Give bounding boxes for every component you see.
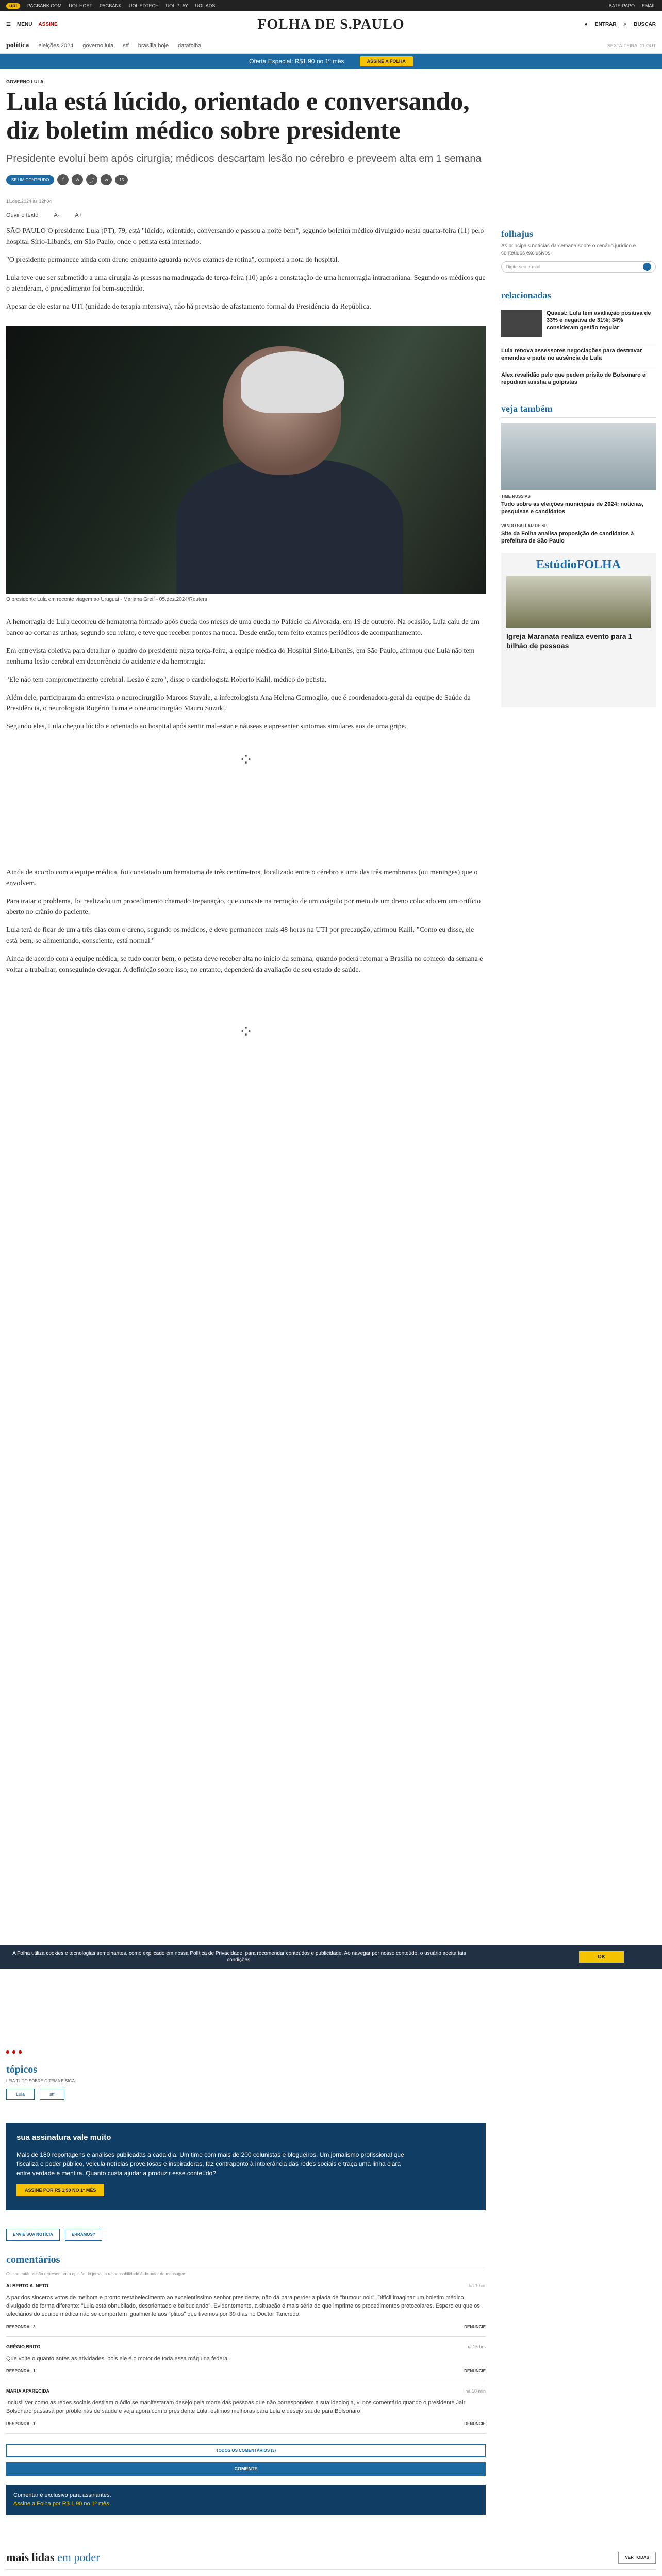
mais-lidas-title: mais lidas (6, 2551, 55, 2564)
article-paragraph: Para tratar o problema, foi realizado um procedimento chamado trepanação, que consiste na remoção de um coágulo por meio de um dreno colocado em um orifício aberto no crânio do paciente. (6, 897, 481, 916)
article-paragraph: Lula teve que ser submetido a uma cirurgia às pressas na madrugada de terça-feira (10) após a constatação de uma hemorragia intracraniana. Segundo os médicos que o atenderam, o procedimento foi bem-sucedido. (6, 274, 486, 293)
veja-title: veja também (501, 403, 656, 418)
menu-icon[interactable]: ☰ (6, 22, 11, 27)
uol-link[interactable]: UOL ADS (195, 3, 216, 8)
cookie-ok-button[interactable]: OK (579, 1951, 624, 1963)
exclusive-subscribe-link[interactable]: Assine a Folha por R$ 1,90 no 1º mês (13, 2501, 109, 2507)
topicos-label: LEIA TUDO SOBRE O TEMA E SIGA: (6, 2079, 76, 2083)
article-paragraph: Apesar de ele estar na UTI (unidade de terapia intensiva), não há previsão de afastamento formal da Presidência da República. (6, 303, 371, 311)
facebook-icon[interactable]: f (57, 174, 69, 185)
loading-spinner-icon: ⁘ (238, 1022, 254, 1042)
article-body-3 (6, 867, 486, 975)
article-paragraph: Além dele, participaram da entrevista o neurocirurgião Marcos Stavale, a infectologista Ana Helena Germoglio, que é coordenadora-geral da equipe de Saúde da Presidência, o neurologista Rogério Tuma e o neurocirurgião Mauro Suzuki. (6, 694, 471, 713)
gift-article-button[interactable]: SE UM CONTEÚDO (6, 175, 54, 185)
envie-noticia-button[interactable]: ENVIE SUA NOTÍCIA (6, 2229, 60, 2241)
comment-time: há 1 hor (468, 2283, 486, 2289)
uol-top-bar (0, 0, 662, 11)
offer-bar (0, 54, 662, 69)
uol-link[interactable]: UOL PLAY (166, 3, 188, 8)
font-increase-button[interactable]: A+ (75, 212, 82, 218)
assine-a-folha-button[interactable]: ASSINE A FOLHA (360, 56, 413, 66)
font-decrease-button[interactable]: A- (54, 212, 60, 218)
report-button[interactable]: DENUNCIE (464, 2325, 486, 2329)
related-headline[interactable]: Quaest: Lula tem avaliação positiva de 33% e negativa de 31%; 34% consideram gestão regular (547, 310, 651, 331)
all-comments-button[interactable]: TODOS OS COMENTÁRIOS (3) (6, 2444, 486, 2457)
comment-item: GRÉGIO BRITO há 15 hrs Que volte o quanto antes as atividades, pois ele é o motor de toda essa máquina federal. RESPONDA · 1 DENUNCIE (6, 2337, 486, 2381)
article-paragraph: SÃO PAULO O presidente Lula (PT), 79, está "lúcido, orientado, conversando e passou a noite bem", segundo boletim médico divulgado nesta quarta-feira (11) pelo hospital Sírio-Libanês, em São Paulo, onde o petista está internado. (6, 227, 484, 246)
section-nav-item[interactable]: stf (123, 42, 129, 49)
photo-caption: O presidente Lula em recente viagem ao Uruguai - Mariana Greif - 05.dez.2024/Reuters (6, 597, 207, 602)
section-nav (0, 38, 662, 54)
veja-image[interactable] (501, 423, 656, 490)
cookie-banner (0, 1945, 662, 1969)
uol-link[interactable]: UOL EDTECH (128, 3, 159, 8)
article-main (6, 69, 486, 1060)
article-photo (6, 326, 486, 594)
cookie-text: A Folha utiliza cookies e tecnologias semelhantes, como explicado em nossa Política de Privacidade, para recomendar conteúdos e publicidade. Ao navegar por nosso conteúdo, o usuário aceita tais condições. (12, 1951, 466, 1963)
topic-tag[interactable]: stf (40, 2089, 64, 2100)
veja-headline[interactable]: Tudo sobre as eleições municipais de 2024: notícias, pesquisas e candidatos (501, 501, 644, 515)
header-date: SEXTA-FEIRA, 11 OUT (607, 43, 656, 48)
menu-button[interactable]: MENU (16, 22, 32, 27)
loading-spinner-icon: ⁘ (238, 750, 254, 770)
site-header (0, 11, 662, 38)
comment-author[interactable]: ALBERTO A. NETO (6, 2283, 48, 2289)
exclusive-text: Comentar é exclusivo para assinantes. (13, 2492, 111, 2498)
newsletter-placeholder: Digite seu e-mail (506, 264, 541, 269)
article-title: Lula está lúcido, orientado e conversando, diz boletim médico sobre presidente (6, 87, 470, 144)
section-nav-item[interactable]: datafolha (178, 42, 202, 49)
veja-kicker: VANDO SALLAR DE SP (501, 523, 548, 528)
reply-button[interactable]: RESPONDA (6, 2369, 30, 2374)
comments-title: comentários (6, 2254, 486, 2269)
entrar-button[interactable]: ENTRAR (594, 22, 617, 27)
section-title[interactable]: política (6, 41, 29, 49)
related-thumbnail (501, 310, 542, 337)
submit-arrow-icon[interactable] (643, 263, 651, 271)
uol-link[interactable]: UOL HOST (69, 3, 93, 8)
share-icon[interactable]: ⤴ (86, 174, 97, 185)
promo-text: Mais de 180 reportagens e análises publicadas a cada dia. Um time com mais de 200 colunistas e blogueiros. Um jornalismo profissional que fiscaliza o poder público, veicula notícias proveitosas e inspiradoras, faz contraponto à intolerância das redes sociais e traça uma linha clara entre verdade e mentira. Quanto custa ajudar a produzir esse conteúdo? (16, 2151, 404, 2177)
like-count[interactable]: 1 (33, 2369, 36, 2374)
article-paragraph: Segundo eles, Lula chegou lúcido e orientado ao hospital após sentir mal-estar e náuseas e apresentar sintomas similares aos de uma gripe. (6, 723, 407, 731)
reply-button[interactable]: RESPONDA (6, 2325, 30, 2329)
sidebar (501, 69, 656, 1060)
offer-text: Oferta Especial: R$1,90 no 1º mês (249, 58, 344, 65)
listen-button[interactable]: Ouvir o texto (6, 212, 39, 218)
comment-time: há 10 min (465, 2388, 486, 2394)
article-paragraph: A hemorragia de Lula decorreu de hematoma formado após queda dos meses de uma queda no Palácio da Alvorada, em 19 de outubro. Na ocasião, Lula caiu de um banco ao cortar as unhas, segundo seu relato, e teve que receber pontos na nuca. Desde então, tem feito exames periódicos de acompanhamento. (6, 618, 479, 637)
related-headline[interactable]: Alex revalidão pelo que pedem prisão de Bolsonaro e repudiam anistia a golpistas (501, 367, 656, 386)
comment-text: A par dos sinceros votos de melhora e pronto restabelecimento ao excelentíssimo senhor presidente, não dá para perder a piada de "humour noir". Difícil imaginar um boletim médico divulgado de forma diferente: "Lula está obnubilado, desorientado e balbuciando". Evidentemente, a situação é mais séria do que imprime os procedimentos protocolares. Espero eu que os telediários do equipe médica não se comportem igualmente aos "plitos" que tivemos por 39 dias no Doutor Tancredo. (6, 2295, 480, 2317)
article-paragraph: Ainda de acordo com a equipe médica, se tudo correr bem, o petista deve receber alta no início da semana, quando poderá retornar a Brasília no começo da semana e voltar a trabalhar, conseguindo devagar. A definição sobre isso, no entanto, dependerá da avaliação de seu estado de saúde. (6, 955, 483, 974)
estudio-logo: EstúdioFOLHA (536, 558, 621, 571)
comment-item: ALBERTO A. NETO há 1 hor A par dos sinceros votos de melhora e pronto restabelecimento ao excelentíssimo senhor presidente, não dá para perder a piada de "humour noir". Difícil imaginar um boletim médico divulgado de forma diferente: "Lula está obnubilado, desorientado e balbuciando". Evidentemente, a situação é mais séria do que imprime os procedimentos protocolares. Espero eu que os telediários do equipe médica não se comportem igualmente aos "plitos" que tivemos por 39 dias no Doutor Tancredo. RESPONDA · 3 DENUNCIE (6, 2276, 486, 2337)
article-lede: Presidente evolui bem após cirurgia; médicos descartam lesão no cérebro e preveem alta em 1 semana (6, 153, 482, 164)
comment-author[interactable]: GRÉGIO BRITO (6, 2344, 41, 2349)
comment-button[interactable]: COMENTE (6, 2462, 486, 2476)
newsletter-title: folhajus (501, 229, 534, 239)
mais-lidas-subtitle: em poder (57, 2551, 100, 2564)
newsletter-desc: As principais notícias da semana sobre o cenário jurídico e conteúdos exclusivos (501, 243, 636, 256)
ver-todas-button[interactable]: VER TODAS (618, 2552, 656, 2564)
link-icon[interactable]: ∞ (101, 174, 112, 185)
comment-text: Inclusil ver como as redes sociais destilam o ódio se manifestaram desejo pela morte das pessoas que não correspondem a sua ideologia, vi nos comentário quando o presidente Jair Bolsonaro passava por problemas de saúde e veja agora com o presidente Lula, estimos melhoras para Lula e desejo saúde para Bolsonaro. (6, 2400, 466, 2414)
section-nav-item[interactable]: eleições 2024 (38, 42, 74, 49)
article-paragraph: "Ele não tem comprometimento cerebral. Lesão é zero", disse o cardiologista Roberto Kalil, médico do petista. (6, 676, 327, 684)
ad-slot (6, 788, 486, 860)
promo-subscribe-button[interactable]: ASSINE POR R$ 1,90 NO 1º MÊS (16, 2184, 104, 2196)
article-body (6, 226, 486, 312)
topicos-title: tópicos (6, 2064, 37, 2075)
search-button[interactable]: BUSCAR (634, 22, 656, 27)
comments-section (6, 2254, 486, 2515)
veja-kicker: TIME RUSSIAS (501, 494, 531, 499)
section-nav-item[interactable]: brasília hoje (138, 42, 169, 49)
topic-tag[interactable]: Lula (6, 2089, 35, 2100)
related-headline[interactable]: Lula renova assessores negociações para destravar emendas e parte no ausência de Lula (501, 343, 656, 362)
comment-author[interactable]: MARIA APARECIDA (6, 2388, 50, 2394)
subscription-promo (6, 2123, 486, 2210)
assine-link[interactable]: ASSINE (38, 22, 58, 27)
article-paragraph: Lula terá de ficar de um a três dias com o dreno, segundo os médicos, e deve permanecer mais 48 horas na UTI por precaução, afirmou Kalil. "Como eu disse, ele está bem, se alimentando, consciente, está normal." (6, 926, 474, 945)
like-count[interactable]: 1 (33, 2421, 36, 2426)
reading-tools (6, 212, 486, 218)
whatsapp-icon[interactable]: w (72, 174, 83, 185)
mais-lidas (6, 2551, 656, 2576)
article-paragraph: Ainda de acordo com a equipe médica, foi constatado um hematoma de três centímetros, localizado entre o cérebro e uma das três membranas (ou meninges) que o envolvem. (6, 869, 478, 887)
comment-item: MARIA APARECIDA há 10 min Inclusil ver como as redes sociais destilam o ódio se manifestaram desejo pela morte das pessoas que não correspondem a sua ideologia, vi nos comentário quando o presidente Jair Bolsonaro passava por problemas de saúde e veja agora com o presidente Lula, estimos melhoras para Lula e desejo saúde para Bolsonaro. RESPONDA · 1 DENUNCIE (6, 2381, 486, 2434)
user-icon[interactable]: ● (584, 22, 588, 27)
related-title: relacionadas (501, 290, 656, 304)
exclusive-banner (6, 2485, 486, 2515)
like-count[interactable]: 3 (33, 2325, 36, 2329)
article-paragraph: Em entrevista coletiva para detalhar o quadro do presidente nesta terça-feira, a equipe médica do Hospital Sírio-Libanês, em São Paulo, afirmou que Lula não tem nenhuma lesão cerebral em decorrência do acidente e da hemorragia. (6, 647, 475, 666)
report-button[interactable]: DENUNCIE (464, 2421, 486, 2426)
email-link[interactable]: EMAIL (641, 3, 656, 8)
newsletter-box (501, 229, 656, 273)
article-kicker[interactable]: GOVERNO LULA (6, 79, 44, 84)
comments-note: Os comentários não representam a opinião do jornal; a responsabilidade é do autor da mensagem. (6, 2272, 188, 2276)
comment-text: Que volte o quanto antes as atividades, pois ele é o motor de toda essa máquina federal. (6, 2355, 230, 2362)
estudio-image (506, 576, 651, 628)
share-bar (6, 174, 486, 185)
erramos-button[interactable]: ERRAMOS? (65, 2229, 102, 2241)
uol-link[interactable]: PAGBANK (100, 3, 122, 8)
carousel-dots[interactable] (6, 2050, 656, 2054)
comment-time: há 15 hrs (466, 2344, 486, 2349)
comment-count-button[interactable]: 15 (115, 175, 128, 185)
estudio-headline[interactable]: Igreja Maranata realiza evento para 1 bilhão de pessoas (506, 632, 633, 650)
related-item[interactable] (501, 310, 656, 337)
promo-title: sua assinatura vale muito (16, 2133, 111, 2142)
bate-papo-link[interactable]: BATE-PAPO (608, 3, 635, 8)
reply-button[interactable]: RESPONDA (6, 2421, 30, 2426)
report-button[interactable]: DENUNCIE (464, 2369, 486, 2374)
uol-logo[interactable]: uol (6, 3, 20, 9)
newsletter-email-input[interactable] (501, 261, 656, 273)
search-icon[interactable]: ⌕ (623, 22, 627, 27)
section-nav-item[interactable]: governo lula (82, 42, 114, 49)
estudio-folha-ad[interactable] (501, 553, 656, 707)
article-body-2 (6, 617, 486, 732)
uol-link[interactable]: PAGBANK.COM (27, 3, 62, 8)
article-date: 11.dez.2024 às 12h04 (6, 199, 52, 204)
site-logo[interactable]: FOLHA DE S.PAULO (257, 16, 405, 32)
veja-headline[interactable]: Site da Folha analisa proposição de candidatos à prefeitura de São Paulo (501, 531, 634, 544)
article-paragraph: "O presidente permanece ainda com dreno enquanto aguarda novos exames de rotina", completa a nota do hospital. (6, 256, 339, 264)
